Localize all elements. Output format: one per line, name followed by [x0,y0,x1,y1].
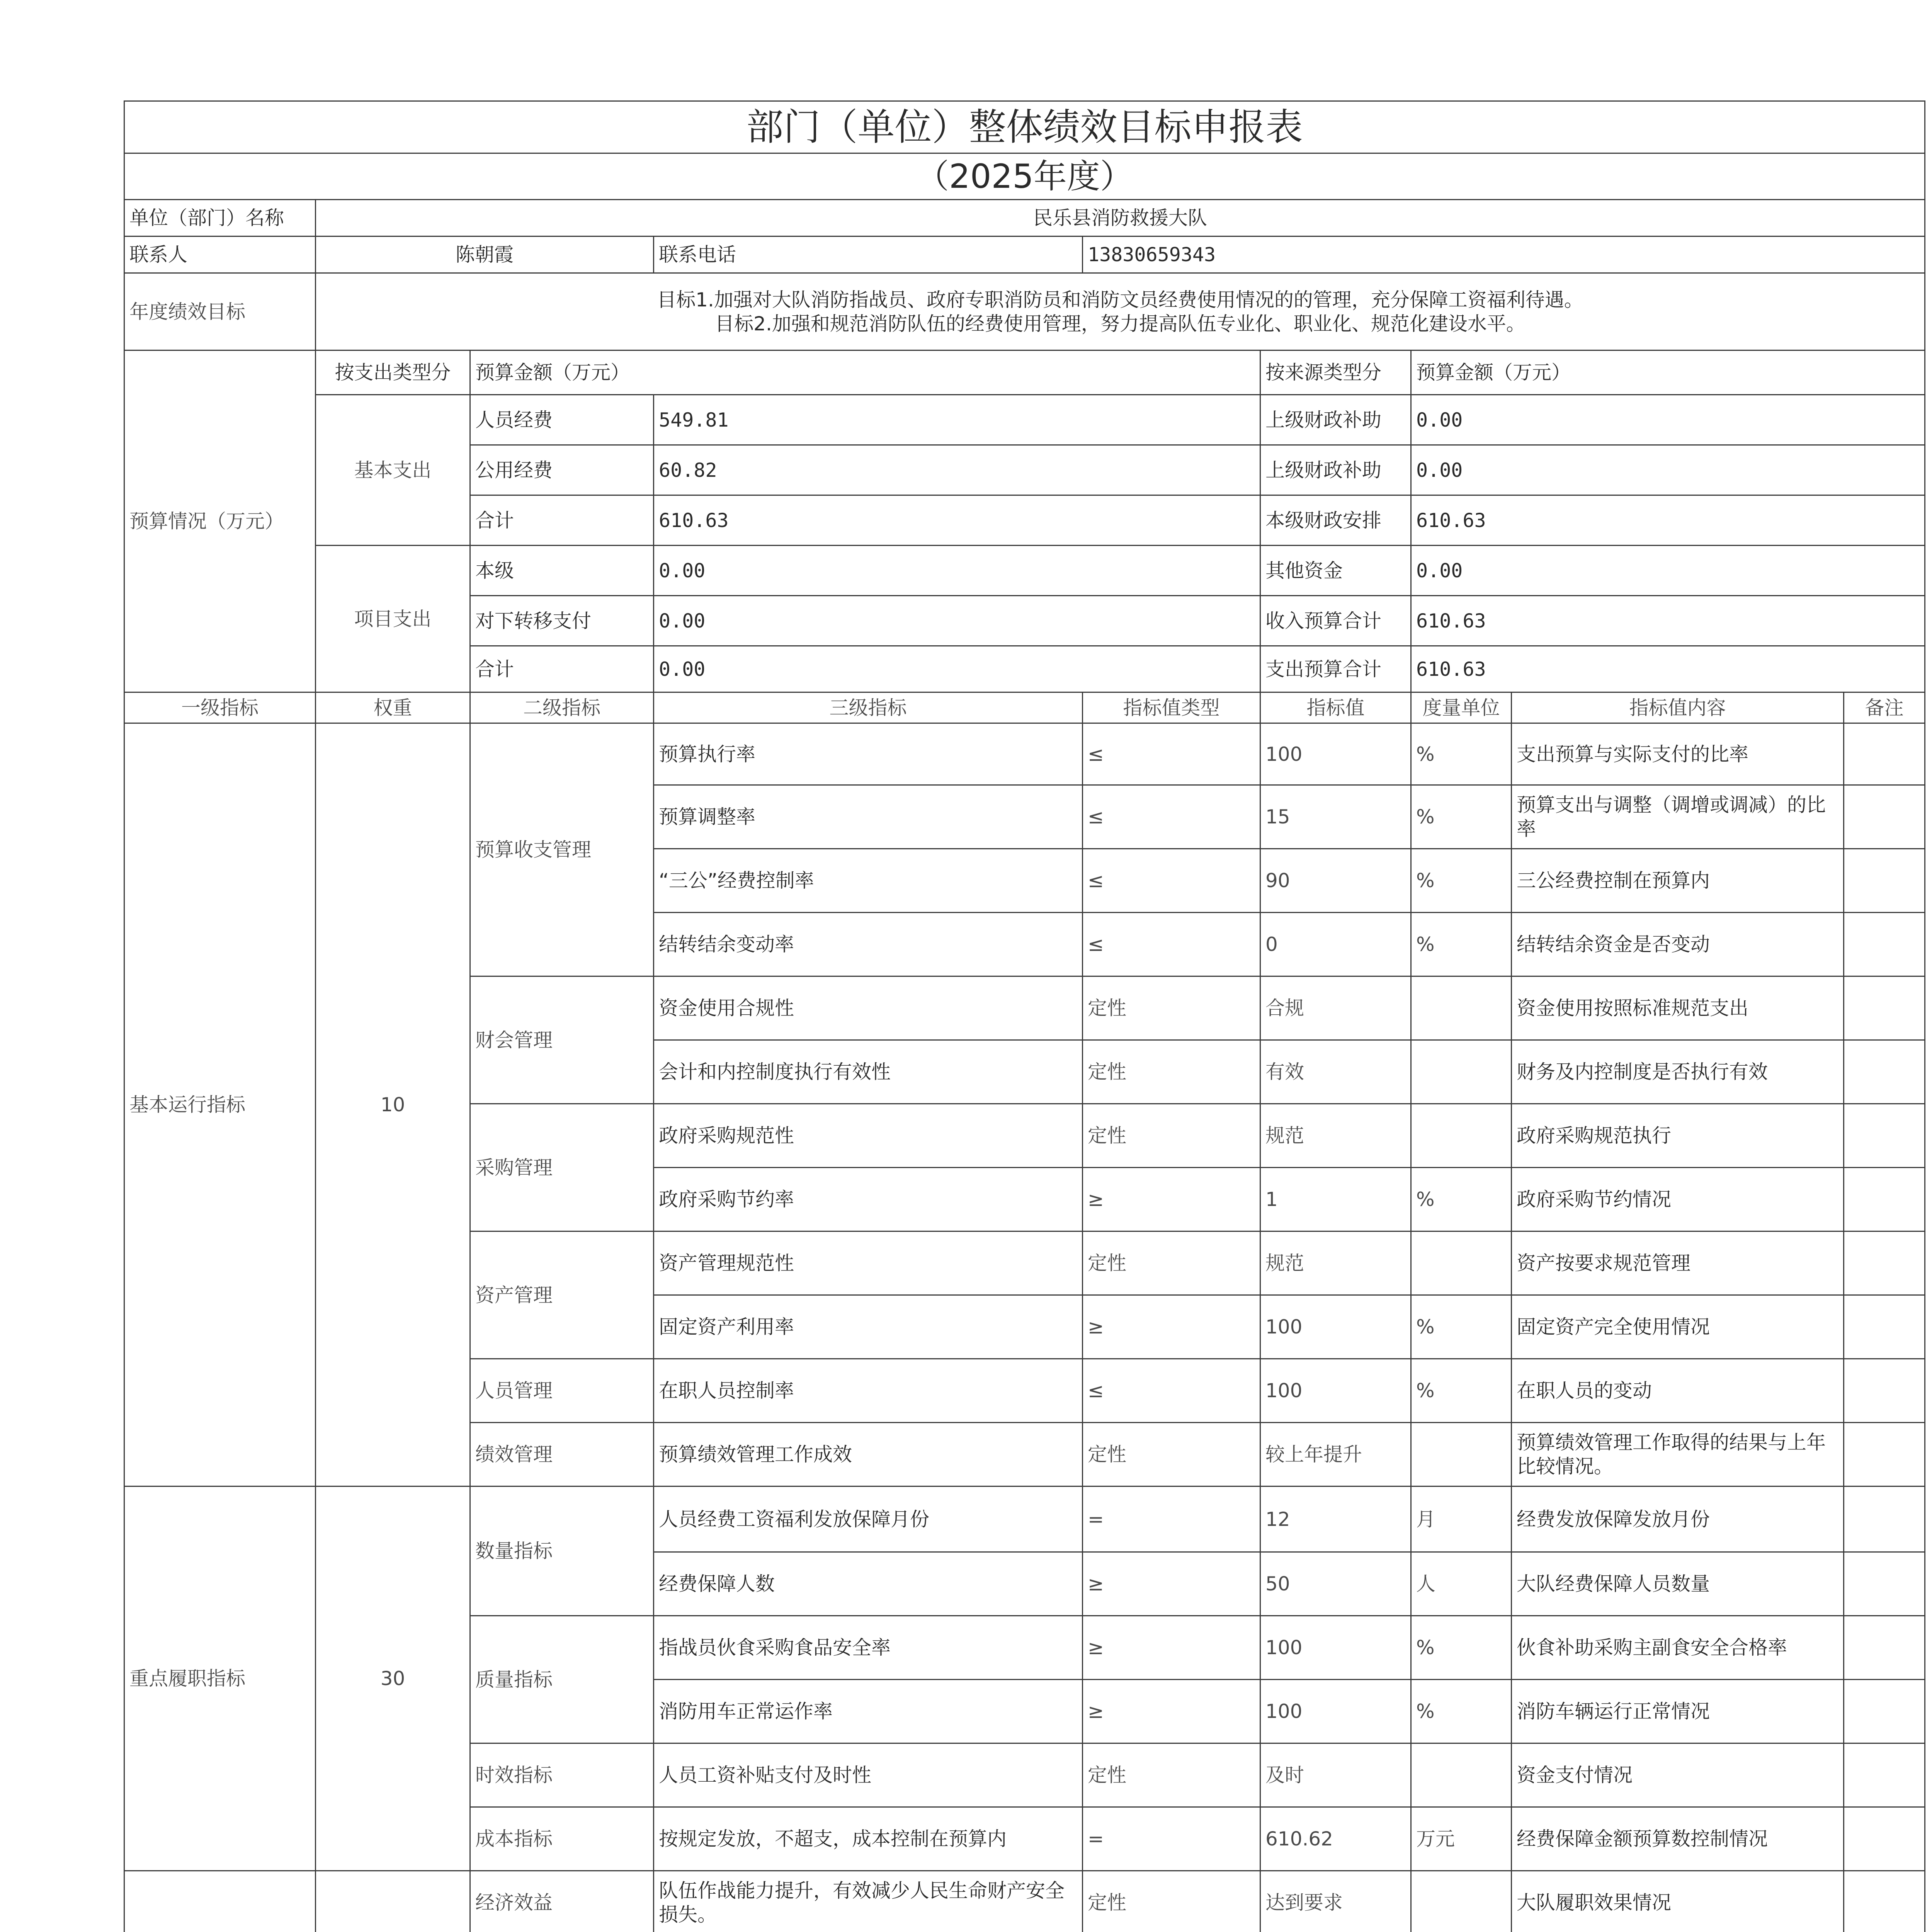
indicator-value: 100 [1260,723,1411,785]
indicator-content: 经费发放保障发放月份 [1512,1486,1844,1552]
indicator-value: 及时 [1260,1743,1411,1807]
contact-name: 陈朝霞 [316,236,654,273]
budget-item: 人员经费 [470,395,654,445]
indicator-remark [1844,1231,1925,1295]
basic-expense-label: 基本支出 [316,395,470,546]
budget-source-amount: 0.00 [1411,445,1925,495]
budget-item: 本级 [470,546,654,596]
level2-indicator: 财会管理 [470,976,654,1104]
budget-item: 合计 [470,495,654,546]
indicator-unit [1411,1743,1512,1807]
indicator-value: 90 [1260,849,1411,913]
indicator-value-type: ≤ [1083,849,1260,913]
level1-indicator: 重点履职指标 [124,1486,316,1871]
indicator-unit: % [1411,1616,1512,1680]
level3-indicator: 结转结余变动率 [654,913,1083,976]
indicator-remark [1844,1616,1925,1680]
indicator-value: 1 [1260,1168,1411,1231]
budget-item: 对下转移支付 [470,596,654,646]
budget-source-amount: 610.63 [1411,596,1925,646]
indicator-value-type: 定性 [1083,1104,1260,1168]
indicator-value-type: ≥ [1083,1552,1260,1616]
indicator-value: 15 [1260,785,1411,849]
page-title: 部门（单位）整体绩效目标申报表 [124,101,1925,153]
budget-source-amount: 610.63 [1411,646,1925,692]
indicator-content: 资金使用按照标准规范支出 [1512,976,1844,1040]
indicator-unit: 月 [1411,1486,1512,1552]
indicator-content: 在职人员的变动 [1512,1359,1844,1423]
budget-head-type: 按支出类型分 [316,350,470,395]
budget-amount: 0.00 [654,596,1260,646]
budget-head-src-amount: 预算金额（万元） [1411,350,1925,395]
level3-indicator: 会计和内控制度执行有效性 [654,1040,1083,1104]
indicator-content: 支出预算与实际支付的比率 [1512,723,1844,785]
indicator-remark [1844,1743,1925,1807]
budget-source: 其他资金 [1260,546,1411,596]
level3-indicator: 按规定发放，不超支，成本控制在预算内 [654,1807,1083,1871]
budget-source-amount: 0.00 [1411,546,1925,596]
unit-label: 单位（部门）名称 [124,200,316,236]
goal-line-2: 目标2.加强和规范消防队伍的经费使用管理，努力提高队伍专业化、职业化、规范化建设水平。 [715,312,1526,335]
annual-goal-label: 年度绩效目标 [124,273,316,350]
budget-source: 上级财政补助 [1260,445,1411,495]
level3-indicator: 消防用车正常运作率 [654,1680,1083,1743]
indicator-content: 消防车辆运行正常情况 [1512,1680,1844,1743]
indicator-value-type: 定性 [1083,1871,1260,1932]
indicator-remark [1844,1040,1925,1104]
unit-name: 民乐县消防救援大队 [316,200,1925,236]
budget-label: 预算情况（万元） [124,350,316,692]
budget-amount: 0.00 [654,646,1260,692]
level3-indicator: 预算绩效管理工作成效 [654,1423,1083,1486]
indicator-value-type: 定性 [1083,1423,1260,1486]
indicator-value: 规范 [1260,1104,1411,1168]
budget-head-amount: 预算金额（万元） [470,350,1260,395]
budget-amount: 610.63 [654,495,1260,546]
form-sheet [124,100,1924,1932]
indicator-value: 规范 [1260,1231,1411,1295]
indicator-value-type: ≥ [1083,1680,1260,1743]
level3-indicator: 在职人员控制率 [654,1359,1083,1423]
indicator-remark [1844,913,1925,976]
indicator-remark [1844,1552,1925,1616]
indicator-value-type: ≤ [1083,723,1260,785]
budget-source: 支出预算合计 [1260,646,1411,692]
indicator-weight [316,1871,470,1932]
level3-indicator: 人员工资补贴支付及时性 [654,1743,1083,1807]
level3-indicator: 队伍作战能力提升，有效减少人民生命财产安全损失。 [654,1871,1083,1932]
indicator-unit [1411,1040,1512,1104]
level2-indicator: 数量指标 [470,1486,654,1616]
performance-table [124,100,1925,1932]
indicator-value-type: ≤ [1083,913,1260,976]
indicator-header-cell: 度量单位 [1411,692,1512,723]
contact-label: 联系人 [124,236,316,273]
indicator-content: 三公经费控制在预算内 [1512,849,1844,913]
indicator-value: 合规 [1260,976,1411,1040]
level3-indicator: “三公”经费控制率 [654,849,1083,913]
level1-indicator [124,1871,316,1932]
indicator-weight: 10 [316,723,470,1486]
indicator-header-cell: 二级指标 [470,692,654,723]
indicator-unit: % [1411,1168,1512,1231]
indicator-value: 610.62 [1260,1807,1411,1871]
level3-indicator: 政府采购节约率 [654,1168,1083,1231]
budget-source-amount: 0.00 [1411,395,1925,445]
indicator-unit: % [1411,1295,1512,1359]
level2-indicator: 经济效益 [470,1871,654,1932]
budget-source: 上级财政补助 [1260,395,1411,445]
budget-source-amount: 610.63 [1411,495,1925,546]
level2-indicator: 采购管理 [470,1104,654,1231]
indicator-unit: % [1411,785,1512,849]
indicator-value: 12 [1260,1486,1411,1552]
level3-indicator: 资金使用合规性 [654,976,1083,1040]
level2-indicator: 绩效管理 [470,1423,654,1486]
indicator-content: 经费保障金额预算数控制情况 [1512,1807,1844,1871]
indicator-unit [1411,1423,1512,1486]
indicator-unit: % [1411,849,1512,913]
indicator-content: 预算绩效管理工作取得的结果与上年比较情况。 [1512,1423,1844,1486]
indicator-unit: 人 [1411,1552,1512,1616]
level3-indicator: 指战员伙食采购食品安全率 [654,1616,1083,1680]
annual-goal [316,273,1925,350]
indicator-header-cell: 一级指标 [124,692,316,723]
indicator-value: 50 [1260,1552,1411,1616]
indicator-header-cell: 备注 [1844,692,1925,723]
indicator-value-type: ≥ [1083,1616,1260,1680]
budget-amount: 549.81 [654,395,1260,445]
indicator-weight: 30 [316,1486,470,1871]
indicator-content: 固定资产完全使用情况 [1512,1295,1844,1359]
budget-source: 收入预算合计 [1260,596,1411,646]
budget-item: 公用经费 [470,445,654,495]
indicator-unit: % [1411,1680,1512,1743]
indicator-remark [1844,785,1925,849]
indicator-value-type: = [1083,1807,1260,1871]
indicator-unit [1411,976,1512,1040]
indicator-value-type: 定性 [1083,1743,1260,1807]
level3-indicator: 预算调整率 [654,785,1083,849]
budget-amount: 60.82 [654,445,1260,495]
indicator-unit [1411,1231,1512,1295]
indicator-unit [1411,1104,1512,1168]
indicator-remark [1844,1871,1925,1932]
level3-indicator: 固定资产利用率 [654,1295,1083,1359]
indicator-unit: % [1411,723,1512,785]
indicator-content: 财务及内控制度是否执行有效 [1512,1040,1844,1104]
level2-indicator: 人员管理 [470,1359,654,1423]
indicator-value: 100 [1260,1295,1411,1359]
budget-head-src: 按来源类型分 [1260,350,1411,395]
indicator-value-type: 定性 [1083,1231,1260,1295]
indicator-value-type: ≤ [1083,785,1260,849]
indicator-value: 100 [1260,1616,1411,1680]
indicator-content: 大队履职效果情况 [1512,1871,1844,1932]
indicator-value-type: ≥ [1083,1168,1260,1231]
indicator-remark [1844,1168,1925,1231]
indicator-remark [1844,1295,1925,1359]
indicator-remark [1844,723,1925,785]
indicator-row [124,723,1925,785]
indicator-unit: % [1411,913,1512,976]
indicator-header-cell: 指标值类型 [1083,692,1260,723]
indicator-content: 资金支付情况 [1512,1743,1844,1807]
level2-indicator: 预算收支管理 [470,723,654,976]
indicator-unit: 万元 [1411,1807,1512,1871]
indicator-value: 100 [1260,1680,1411,1743]
indicator-remark [1844,1680,1925,1743]
indicator-value: 较上年提升 [1260,1423,1411,1486]
indicator-content: 政府采购节约情况 [1512,1168,1844,1231]
level2-indicator: 成本指标 [470,1807,654,1871]
level3-indicator: 人员经费工资福利发放保障月份 [654,1486,1083,1552]
indicator-remark [1844,849,1925,913]
indicator-header-cell: 指标值内容 [1512,692,1844,723]
goal-line-1: 目标1.加强对大队消防指战员、政府专职消防员和消防文员经费使用情况的的管理，充分保障工资福利待遇。 [657,288,1583,311]
level3-indicator: 预算执行率 [654,723,1083,785]
indicator-content: 资产按要求规范管理 [1512,1231,1844,1295]
budget-item: 合计 [470,646,654,692]
indicator-header-cell: 指标值 [1260,692,1411,723]
level2-indicator: 质量指标 [470,1616,654,1743]
indicator-value-type: 定性 [1083,976,1260,1040]
year-subtitle: （2025年度） [124,153,1925,200]
level3-indicator: 资产管理规范性 [654,1231,1083,1295]
indicator-content: 预算支出与调整（调增或调减）的比率 [1512,785,1844,849]
indicator-remark [1844,1423,1925,1486]
indicator-row [124,1871,1925,1932]
indicator-unit [1411,1871,1512,1932]
level2-indicator: 资产管理 [470,1231,654,1359]
phone-label: 联系电话 [654,236,1083,273]
budget-source: 本级财政安排 [1260,495,1411,546]
indicator-remark [1844,976,1925,1040]
level2-indicator: 时效指标 [470,1743,654,1807]
indicator-remark [1844,1486,1925,1552]
indicator-remark [1844,1104,1925,1168]
indicator-value-type: = [1083,1486,1260,1552]
indicator-header-cell: 权重 [316,692,470,723]
indicator-remark [1844,1807,1925,1871]
indicator-header-cell: 三级指标 [654,692,1083,723]
indicator-value: 100 [1260,1359,1411,1423]
indicator-row [124,1486,1925,1552]
indicator-value: 达到要求 [1260,1871,1411,1932]
indicator-value-type: 定性 [1083,1040,1260,1104]
indicator-content: 大队经费保障人员数量 [1512,1552,1844,1616]
level1-indicator: 基本运行指标 [124,723,316,1486]
budget-amount: 0.00 [654,546,1260,596]
indicator-content: 结转结余资金是否变动 [1512,913,1844,976]
contact-phone: 13830659343 [1083,236,1925,273]
indicator-content: 政府采购规范执行 [1512,1104,1844,1168]
level3-indicator: 政府采购规范性 [654,1104,1083,1168]
indicator-remark [1844,1359,1925,1423]
indicator-value-type: ≥ [1083,1295,1260,1359]
indicator-unit: % [1411,1359,1512,1423]
indicator-content: 伙食补助采购主副食安全合格率 [1512,1616,1844,1680]
indicator-value-type: ≤ [1083,1359,1260,1423]
indicator-value: 0 [1260,913,1411,976]
project-expense-label: 项目支出 [316,546,470,692]
indicator-value: 有效 [1260,1040,1411,1104]
level3-indicator: 经费保障人数 [654,1552,1083,1616]
